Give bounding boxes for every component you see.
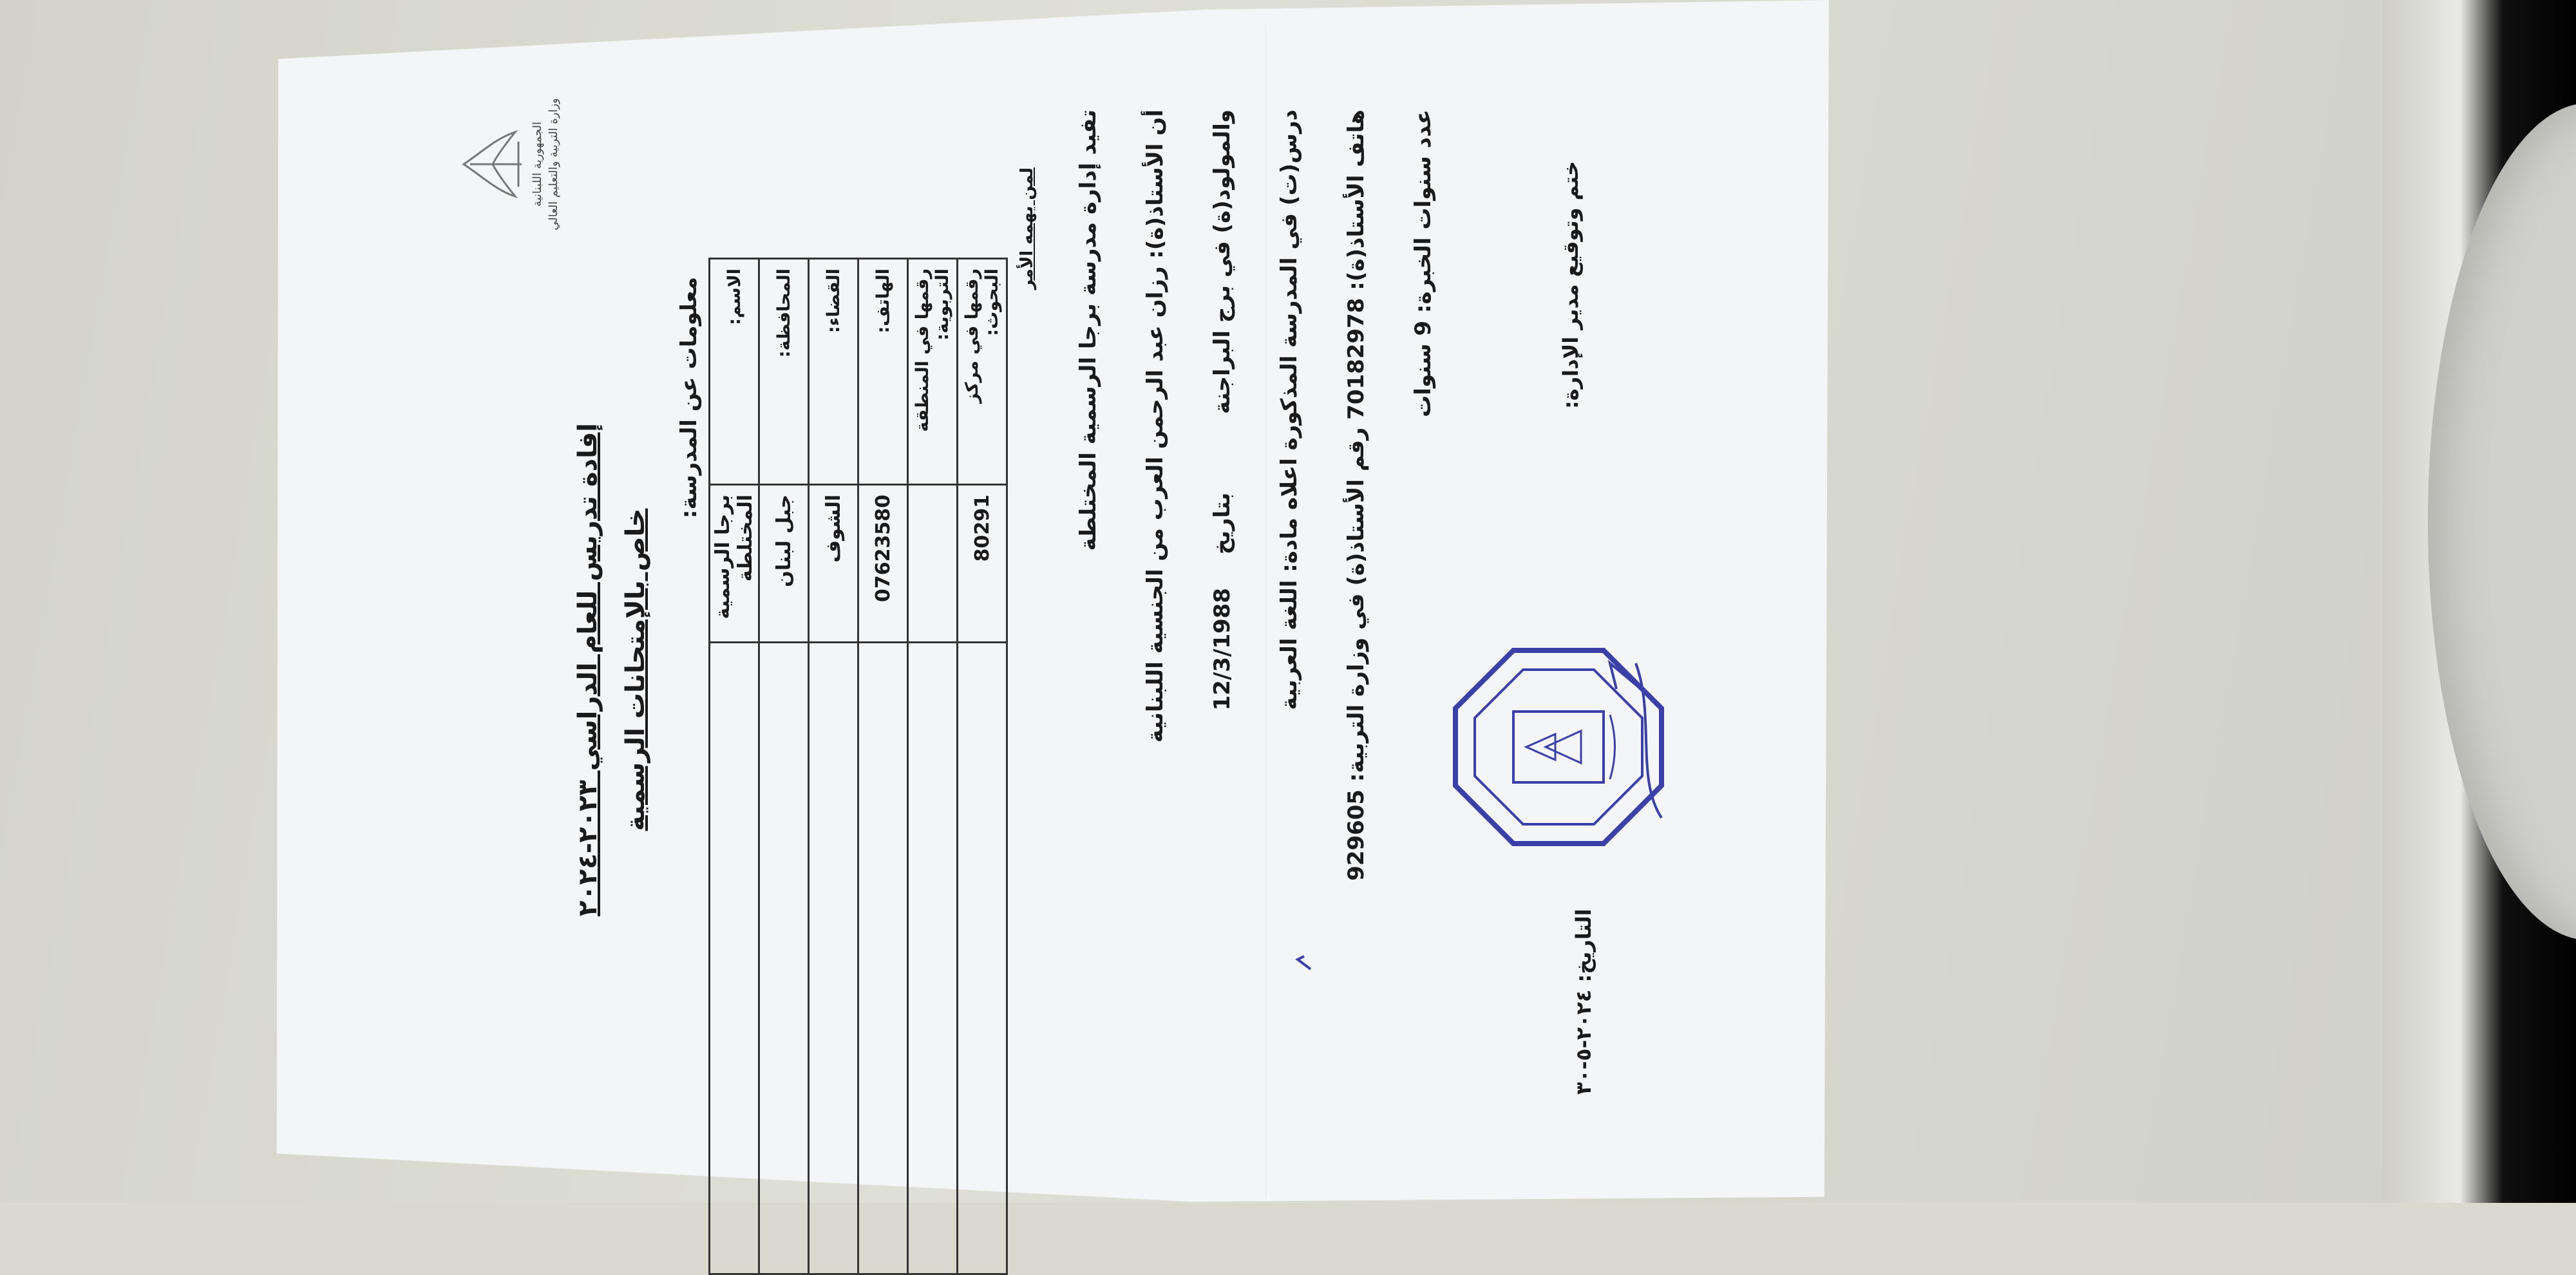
row-value: 80291	[958, 485, 1007, 643]
birthplace-text: والمولود(ة) في برج البراجنة	[1209, 109, 1235, 415]
birth-date: 12/3/1988	[1209, 588, 1235, 711]
body-line: درس(ت) في المدرسة المذكورة اعلاه مادة: اللغة العربية	[1276, 109, 1302, 710]
body-line: عدد سنوات الخبرة: 9 سنوات	[1410, 109, 1436, 417]
empty-cell	[958, 643, 1007, 1274]
table-row	[908, 259, 958, 1274]
empty-cell	[809, 643, 858, 1274]
row-label: رقمها في المنطقة التربوية:	[908, 259, 958, 485]
ministry-logo	[457, 90, 560, 238]
empty-cell	[759, 643, 809, 1274]
certificate-document	[296, 71, 1829, 1191]
teacher-phone: 70182978	[1343, 298, 1369, 420]
row-label: الاسم:	[710, 259, 759, 485]
row-label: الهاتف:	[858, 259, 908, 485]
empty-cell	[858, 643, 908, 1274]
table-row	[759, 259, 809, 1274]
date-field	[1571, 909, 1596, 1095]
row-value: جبل لبنان	[759, 485, 809, 643]
country-name: الجمهورية اللبنانية	[531, 121, 544, 207]
row-label: رقمها في مركز البحوث:	[958, 259, 1007, 485]
row-value: 07623580	[858, 485, 908, 643]
title-block	[573, 380, 650, 959]
ministry-name: وزارة التربية والتعليم العالي	[547, 98, 560, 231]
empty-cell	[710, 643, 759, 1274]
document-title: إفادة تدريس للعام الدراسي ٢٠٢٣-٢٠٢٤	[573, 422, 603, 917]
body-line	[1203, 109, 1270, 1140]
birthdate-label: بتاريخ	[1209, 492, 1235, 555]
school-info-table	[708, 258, 1008, 1275]
cedar-logo-icon	[457, 126, 528, 203]
certificate-body	[1069, 109, 1471, 1140]
body-line	[1337, 109, 1404, 1140]
date-label: التاريخ:	[1571, 909, 1596, 983]
document-subtitle: خاص بالإمتحانات الرسمية	[621, 508, 650, 831]
row-value: الشوف	[809, 485, 858, 643]
table-row	[710, 259, 759, 1274]
table-row	[858, 259, 908, 1274]
phone-label: هاتف الأستاذ(ة):	[1343, 109, 1369, 290]
row-value	[908, 485, 958, 643]
body-line: تفيد إدارة مدرسة برجا الرسمية المختلطة	[1075, 109, 1101, 551]
to-whom-it-may-concern: لمن يهمه الأمر	[1018, 167, 1037, 290]
row-label: المحافظة:	[759, 259, 809, 485]
ministry-number: 929605	[1343, 789, 1369, 881]
row-label: القضاء:	[809, 259, 858, 485]
row-value: برجا الرسمية المختلطة	[710, 485, 759, 643]
ministry-number-label: رقم الأستاذ(ة) في وزارة التربية:	[1343, 427, 1369, 782]
table-row	[958, 259, 1007, 1274]
school-stamp	[1443, 638, 1674, 856]
pen-mark	[1294, 947, 1314, 972]
school-info-heading: معلومات عن المدرسة:	[676, 277, 702, 518]
signature-label: ختم وتوقيع مدير الإدارة:	[1558, 161, 1583, 409]
table-row	[809, 259, 858, 1274]
body-line: أن الأستاذ(ة): رزان عبد الرحمن العرب من الجنسية اللبنانية	[1142, 109, 1168, 743]
empty-cell	[908, 643, 958, 1274]
stamp-icon	[1443, 638, 1674, 856]
date-value: ٢٠٢٤-٥-٣٠	[1571, 989, 1596, 1095]
